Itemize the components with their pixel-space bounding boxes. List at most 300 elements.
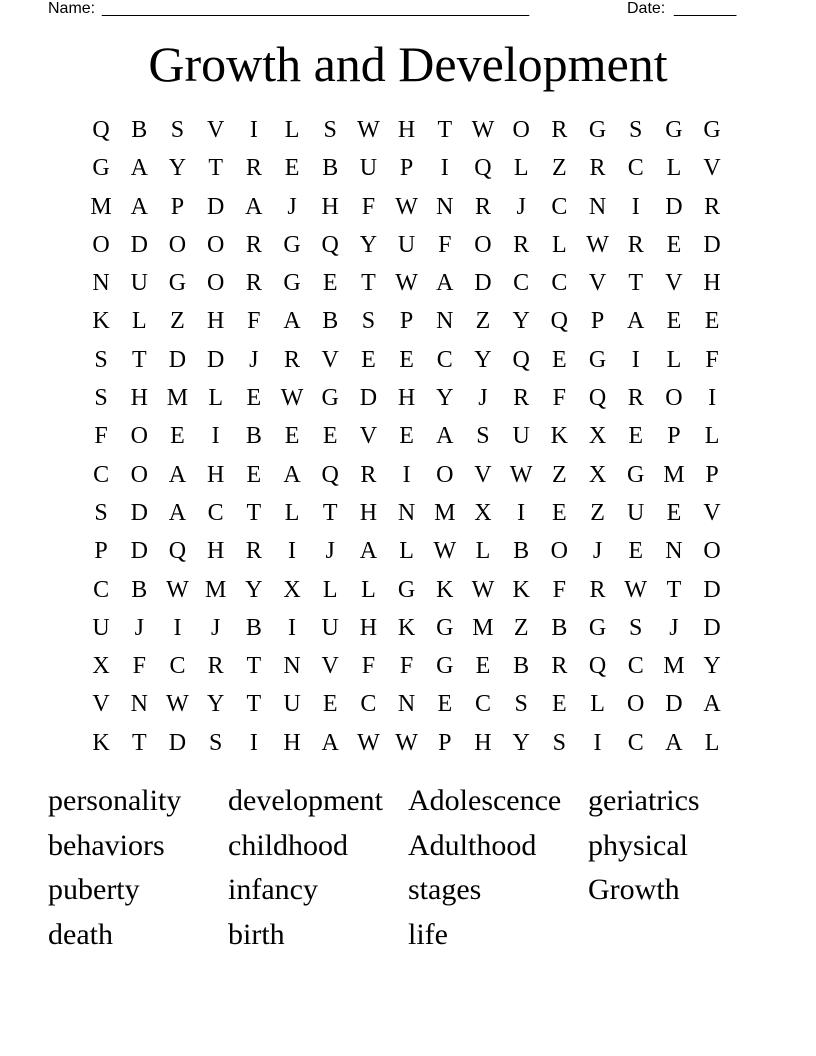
grid-letter: K: [436, 576, 454, 603]
grid-letter: C: [436, 346, 453, 373]
grid-letter: W: [166, 576, 189, 603]
grid-letter: T: [322, 499, 338, 526]
grid-letter: R: [551, 653, 568, 680]
grid-letter: K: [92, 729, 110, 756]
grid-letter: W: [433, 538, 457, 565]
grid-letter: N: [397, 499, 416, 526]
grid-letter: V: [359, 423, 378, 450]
grid-letter: I: [440, 155, 449, 182]
grid-letter: O: [665, 385, 683, 412]
grid-letter: X: [283, 576, 301, 603]
grid-letter: U: [321, 614, 339, 641]
grid-letter: Q: [168, 538, 187, 565]
grid-letter: W: [509, 461, 533, 488]
grid-letter: L: [552, 231, 567, 258]
grid-letter: A: [130, 155, 148, 182]
grid-letter: E: [552, 346, 567, 373]
grid-letter: B: [245, 423, 262, 450]
grid-letter: E: [170, 423, 185, 450]
grid-letter: B: [131, 117, 148, 143]
grid-letter: L: [284, 117, 300, 143]
grid-letter: R: [589, 576, 606, 603]
grid-letter: A: [245, 193, 263, 220]
grid-letter: E: [246, 461, 262, 488]
grid-letter: X: [588, 423, 607, 450]
grid-letter: R: [704, 193, 721, 220]
grid-letter: O: [130, 461, 148, 488]
word-bank-item: Growth: [588, 873, 680, 906]
grid-letter: P: [667, 423, 681, 450]
grid-row: [82, 494, 732, 532]
grid-letter: K: [512, 576, 530, 603]
grid-letter: M: [663, 461, 685, 488]
grid-letter: G: [665, 117, 683, 143]
grid-letter: J: [478, 385, 488, 412]
grid-letter: B: [322, 155, 339, 182]
word-bank-item: puberty: [48, 873, 140, 906]
grid-letter: Q: [92, 117, 110, 143]
grid-letter: O: [206, 270, 225, 297]
grid-letter: D: [168, 346, 187, 373]
grid-letter: E: [666, 231, 682, 258]
grid-letter: L: [704, 729, 720, 756]
grid-letter: A: [283, 461, 301, 488]
grid-letter: V: [206, 117, 225, 143]
grid-letter: O: [550, 538, 569, 565]
grid-letter: T: [246, 499, 262, 526]
grid-letter: E: [666, 499, 682, 526]
grid-letter: F: [438, 231, 452, 258]
grid-letter: S: [94, 499, 108, 526]
grid-letter: E: [704, 308, 720, 335]
grid-letter: D: [206, 193, 225, 220]
grid-letter: L: [361, 576, 376, 603]
grid-row: [82, 188, 732, 226]
grid-letter: R: [284, 346, 301, 373]
grid-letter: A: [168, 499, 187, 526]
grid-letter: J: [516, 193, 526, 220]
grid-letter: A: [436, 423, 454, 450]
grid-letter: I: [288, 614, 297, 641]
grid-letter: V: [703, 499, 721, 526]
grid-letter: S: [629, 614, 643, 641]
grid-letter: H: [321, 193, 339, 220]
grid-letter: C: [627, 729, 644, 756]
grid-letter: C: [627, 155, 644, 182]
grid-letter: N: [436, 308, 454, 335]
grid-letter: A: [283, 308, 301, 335]
name-label: Name:: [48, 0, 96, 17]
grid-letter: Z: [475, 308, 491, 335]
grid-letter: U: [130, 270, 148, 297]
grid-letter: D: [206, 346, 225, 373]
date-label: Date:: [627, 0, 666, 17]
grid-letter: M: [663, 653, 685, 680]
grid-letter: I: [593, 729, 602, 756]
grid-letter: E: [628, 423, 644, 450]
grid-letter: W: [395, 270, 418, 297]
grid-letter: L: [131, 308, 147, 335]
grid-row: [82, 685, 732, 723]
grid-letter: J: [249, 346, 259, 373]
grid-letter: K: [550, 423, 569, 450]
grid-letter: M: [166, 385, 189, 412]
word-bank-item: infancy: [228, 873, 318, 906]
grid-row: [82, 111, 732, 149]
grid-letter: J: [134, 614, 144, 641]
word-bank-row: [48, 824, 768, 869]
grid-letter: W: [624, 576, 648, 603]
grid-letter: Q: [588, 653, 607, 680]
grid-letter: A: [321, 729, 339, 756]
grid-letter: T: [361, 270, 376, 297]
grid-letter: I: [173, 614, 182, 641]
grid-letter: S: [629, 117, 643, 143]
grid-letter: D: [130, 231, 148, 258]
grid-letter: H: [474, 729, 492, 756]
word-bank-item: Adulthood: [408, 828, 537, 862]
grid-letter: I: [249, 729, 258, 756]
word-bank-item: behaviors: [48, 828, 165, 862]
word-bank-item: Adolescence: [408, 784, 562, 817]
grid-letter: X: [588, 461, 607, 488]
grid-letter: H: [359, 614, 378, 641]
grid-letter: W: [395, 193, 418, 220]
grid-letter: E: [437, 691, 453, 718]
grid-letter: V: [474, 461, 492, 488]
grid-letter: W: [357, 117, 380, 143]
grid-letter: F: [247, 308, 261, 335]
date-blank: _______: [674, 0, 737, 17]
grid-letter: L: [208, 385, 223, 412]
grid-letter: G: [283, 270, 301, 297]
grid-letter: R: [245, 155, 262, 182]
grid-letter: N: [92, 270, 110, 297]
grid-letter: Q: [321, 461, 339, 488]
grid-letter: U: [627, 499, 645, 526]
grid-letter: E: [246, 385, 262, 412]
grid-letter: B: [245, 614, 262, 641]
grid-letter: R: [513, 385, 530, 412]
grid-letter: D: [359, 385, 378, 412]
grid-letter: N: [397, 691, 416, 718]
grid-letter: D: [703, 576, 721, 603]
word-bank-item: physical: [588, 828, 688, 862]
grid-letter: V: [321, 346, 339, 373]
grid-letter: A: [130, 193, 148, 220]
grid-letter: C: [207, 499, 224, 526]
grid-letter: E: [475, 653, 491, 680]
grid-letter: R: [360, 461, 377, 488]
grid-letter: U: [92, 614, 110, 641]
grid-letter: Y: [474, 346, 492, 373]
word-bank-item: death: [48, 917, 113, 951]
grid-letter: N: [130, 691, 148, 718]
grid-letter: H: [206, 461, 225, 488]
grid-letter: C: [360, 691, 377, 718]
grid-letter: T: [131, 729, 147, 756]
grid-row: [82, 647, 732, 685]
grid-letter: W: [586, 231, 609, 258]
grid-row: [82, 456, 732, 494]
grid-letter: I: [211, 423, 220, 450]
grid-letter: R: [245, 538, 262, 565]
grid-letter: S: [94, 346, 108, 373]
grid-letter: X: [92, 653, 110, 680]
word-bank-item: personality: [48, 784, 182, 817]
grid-letter: G: [703, 117, 721, 143]
grid-letter: W: [280, 385, 304, 412]
word-bank-item: stages: [408, 873, 482, 906]
grid-letter: N: [588, 193, 607, 220]
grid-letter: D: [665, 193, 683, 220]
grid-letter: W: [357, 729, 380, 756]
grid-letter: T: [208, 155, 223, 182]
grid-letter: J: [592, 538, 603, 565]
grid-letter: L: [322, 576, 338, 603]
grid-letter: H: [397, 385, 416, 412]
grid-letter: F: [552, 385, 567, 412]
grid-letter: A: [665, 729, 683, 756]
grid-letter: Y: [512, 729, 530, 756]
grid-letter: Y: [359, 231, 378, 258]
grid-letter: U: [359, 155, 378, 182]
grid-letter: G: [588, 346, 607, 373]
grid-letter: G: [436, 614, 454, 641]
grid-row: [82, 379, 732, 417]
grid-letter: Z: [552, 461, 567, 488]
grid-row: [82, 532, 732, 570]
page-title: Growth and Development: [148, 36, 668, 92]
grid-letter: E: [322, 423, 338, 450]
grid-letter: V: [321, 653, 339, 680]
grid-letter: Y: [168, 155, 187, 182]
grid-letter: O: [206, 231, 225, 258]
grid-letter: T: [666, 576, 682, 603]
word-bank-item: development: [228, 784, 383, 817]
grid-row: [82, 571, 732, 609]
grid-letter: N: [436, 193, 454, 220]
grid-letter: C: [513, 270, 530, 297]
grid-letter: Y: [512, 308, 530, 335]
grid-letter: Q: [550, 308, 569, 335]
grid-letter: R: [245, 231, 262, 258]
grid-letter: H: [206, 538, 225, 565]
grid-letter: I: [517, 499, 526, 526]
grid-letter: U: [512, 423, 530, 450]
grid-letter: V: [703, 155, 721, 182]
grid-letter: A: [703, 691, 721, 718]
grid-letter: O: [436, 461, 454, 488]
grid-letter: D: [168, 729, 187, 756]
grid-letter: Q: [321, 231, 339, 258]
grid-letter: L: [284, 499, 300, 526]
grid-letter: Q: [588, 385, 607, 412]
grid-letter: S: [323, 117, 337, 143]
grid-letter: R: [551, 117, 568, 143]
grid-letter: M: [204, 576, 227, 603]
grid-letter: L: [704, 423, 720, 450]
grid-letter: G: [92, 155, 110, 182]
grid-letter: N: [283, 653, 301, 680]
header-line: [48, 0, 768, 19]
grid-letter: Y: [245, 576, 263, 603]
grid-letter: I: [631, 346, 640, 373]
grid-letter: U: [283, 691, 301, 718]
grid-letter: J: [210, 614, 221, 641]
grid-row: [82, 341, 732, 379]
grid-letter: F: [361, 653, 376, 680]
grid-letter: T: [246, 653, 262, 680]
grid-letter: E: [628, 538, 644, 565]
grid-letter: L: [666, 155, 682, 182]
grid-letter: O: [703, 538, 721, 565]
grid-letter: O: [130, 423, 148, 450]
grid-letter: B: [513, 538, 530, 565]
grid-letter: J: [287, 193, 297, 220]
grid-letter: H: [359, 499, 378, 526]
grid-letter: H: [130, 385, 148, 412]
grid-letter: U: [397, 231, 416, 258]
grid-letter: S: [208, 729, 223, 756]
grid-letter: I: [402, 461, 411, 488]
grid-letter: Q: [474, 155, 492, 182]
grid-letter: E: [399, 423, 414, 450]
grid-letter: C: [551, 193, 568, 220]
grid-letter: E: [552, 691, 567, 718]
grid-letter: P: [94, 538, 108, 565]
grid-letter: F: [399, 653, 414, 680]
grid-letter: E: [552, 499, 567, 526]
grid-letter: E: [284, 155, 300, 182]
grid-row: [82, 724, 732, 762]
grid-letter: L: [590, 691, 605, 718]
grid-letter: P: [399, 308, 414, 335]
grid-letter: P: [438, 729, 452, 756]
grid-letter: N: [665, 538, 683, 565]
grid-letter: B: [551, 614, 568, 641]
grid-letter: H: [397, 117, 416, 143]
grid-letter: Z: [170, 308, 185, 335]
grid-letter: C: [169, 653, 186, 680]
grid-letter: D: [474, 270, 492, 297]
grid-letter: D: [130, 538, 148, 565]
grid-letter: D: [665, 691, 683, 718]
grid-letter: O: [168, 231, 187, 258]
grid-letter: B: [513, 653, 530, 680]
grid-letter: M: [434, 499, 456, 526]
grid-letter: T: [628, 270, 644, 297]
grid-letter: G: [588, 117, 607, 143]
grid-letter: C: [93, 576, 110, 603]
grid-letter: F: [552, 576, 567, 603]
word-bank-item: geriatrics: [588, 784, 700, 817]
grid-letter: I: [631, 193, 640, 220]
grid-letter: O: [627, 691, 645, 718]
grid-letter: F: [705, 346, 719, 373]
grid-letter: L: [666, 346, 682, 373]
grid-letter: T: [437, 117, 453, 143]
grid-letter: G: [627, 461, 645, 488]
grid-letter: C: [551, 270, 568, 297]
grid-letter: G: [321, 385, 339, 412]
grid-letter: B: [322, 308, 339, 335]
grid-letter: Z: [513, 614, 529, 641]
grid-letter: Y: [703, 653, 721, 680]
grid-letter: A: [359, 538, 378, 565]
grid-letter: A: [627, 308, 645, 335]
grid-letter: K: [92, 308, 110, 335]
grid-letter: S: [170, 117, 185, 143]
grid-letter: H: [206, 308, 225, 335]
grid-row: [82, 609, 732, 647]
grid-letter: R: [627, 385, 644, 412]
grid-letter: D: [130, 499, 148, 526]
grid-letter: I: [708, 385, 717, 412]
grid-letter: I: [288, 538, 297, 565]
grid-letter: O: [474, 231, 492, 258]
grid-letter: G: [436, 653, 454, 680]
word-bank-row: [48, 913, 768, 958]
grid-letter: V: [665, 270, 683, 297]
grid-letter: L: [513, 155, 529, 182]
grid-letter: V: [92, 691, 110, 718]
word-bank: [48, 779, 768, 957]
grid-letter: E: [399, 346, 414, 373]
grid-letter: W: [471, 117, 495, 143]
grid-letter: M: [472, 614, 494, 641]
grid-letter: A: [436, 270, 454, 297]
grid-letter: I: [249, 117, 258, 143]
grid-letter: O: [92, 231, 110, 258]
grid-row: [82, 417, 732, 455]
word-bank-item: childhood: [228, 828, 348, 862]
grid-letter: T: [246, 691, 262, 718]
grid-letter: D: [703, 614, 721, 641]
grid-letter: Q: [512, 346, 530, 373]
grid-letter: K: [397, 614, 416, 641]
grid-letter: B: [131, 576, 148, 603]
grid-letter: E: [322, 691, 338, 718]
grid-letter: S: [552, 729, 567, 756]
name-blank: ________________________________________________: [102, 0, 530, 17]
grid-letter: G: [168, 270, 187, 297]
grid-letter: R: [513, 231, 530, 258]
grid-letter: L: [399, 538, 414, 565]
grid-row: [82, 302, 732, 340]
grid-row: [82, 149, 732, 187]
grid-letter: G: [588, 614, 607, 641]
grid-letter: S: [94, 385, 108, 412]
grid-letter: P: [705, 461, 719, 488]
grid-letter: G: [397, 576, 416, 603]
grid-letter: T: [131, 346, 147, 373]
word-bank-row: [48, 779, 768, 824]
grid-letter: G: [283, 231, 301, 258]
grid-letter: R: [245, 270, 262, 297]
grid-letter: H: [283, 729, 301, 756]
grid-letter: C: [474, 691, 491, 718]
grid-letter: M: [90, 193, 112, 220]
grid-letter: F: [361, 193, 376, 220]
grid-letter: E: [284, 423, 300, 450]
grid-letter: V: [588, 270, 607, 297]
grid-letter: J: [669, 614, 679, 641]
grid-letter: W: [395, 729, 418, 756]
grid-letter: R: [474, 193, 491, 220]
word-bank-item: life: [408, 917, 448, 951]
grid-letter: R: [627, 231, 644, 258]
